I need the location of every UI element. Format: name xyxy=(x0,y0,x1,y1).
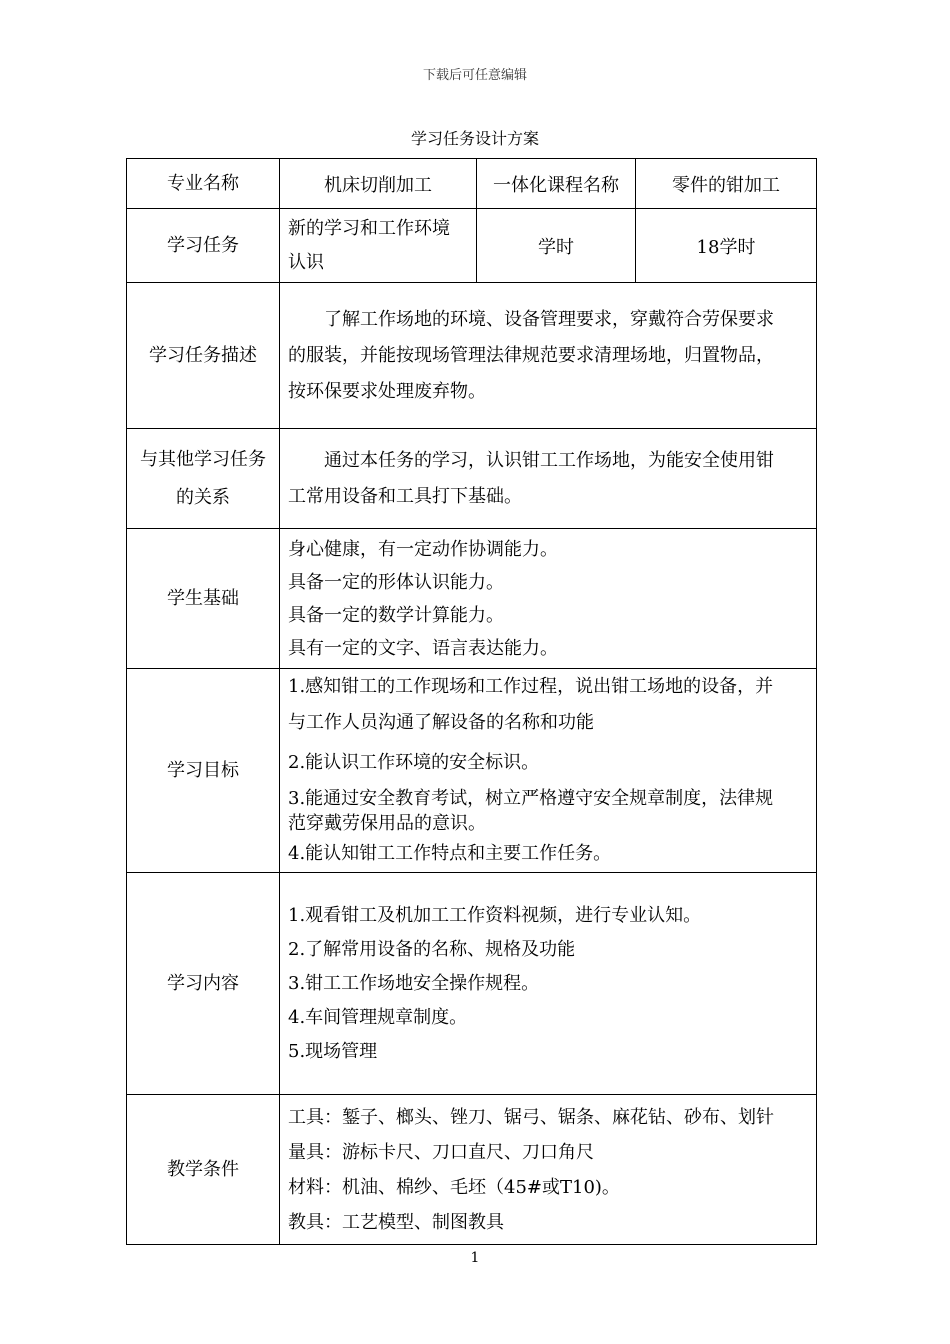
description-line: 的服装，并能按现场管理法律规范要求清理场地，归置物品， xyxy=(288,344,774,366)
objective-line: 范穿戴劳保用品的意识。 xyxy=(288,813,486,834)
label-student-basis: 学生基础 xyxy=(127,529,280,669)
label-objectives: 学习目标 xyxy=(127,669,280,873)
student-basis-line: 身心健康，有一定动作协调能力。 xyxy=(288,538,558,560)
document-title: 学习任务设计方案 xyxy=(410,129,539,148)
description-line: 按环保要求处理废弃物。 xyxy=(288,380,486,402)
row-objectives xyxy=(127,669,817,873)
label-content: 学习内容 xyxy=(127,873,280,1095)
label-relation-line-2: 的关系 xyxy=(176,486,230,508)
student-basis-line: 具备一定的形体认识能力。 xyxy=(288,571,504,593)
relation-line: 工常用设备和工具打下基础。 xyxy=(288,485,522,507)
page-number: 1 xyxy=(470,1250,480,1266)
conditions-text xyxy=(280,1095,817,1245)
task-value xyxy=(280,209,477,283)
row-conditions xyxy=(127,1095,817,1245)
student-basis-line: 具有一定的文字、语言表达能力。 xyxy=(288,637,558,659)
row-relation xyxy=(127,429,817,529)
label-conditions: 教学条件 xyxy=(127,1095,280,1245)
conditions-line: 工具：錾子、榔头、锉刀、锯弓、锯条、麻花钻、砂布、划针 xyxy=(288,1106,774,1128)
label-task: 学习任务 xyxy=(127,209,280,283)
content-line: 3.钳工工作场地安全操作规程。 xyxy=(288,972,540,994)
hours-value: 18学时 xyxy=(636,209,817,283)
objective-line: 与工作人员沟通了解设备的名称和功能 xyxy=(288,712,594,733)
content-line: 4.车间管理规章制度。 xyxy=(288,1006,468,1028)
task-line-2: 认识 xyxy=(288,251,324,273)
conditions-line: 教具：工艺模型、制图教具 xyxy=(288,1211,504,1233)
content-line: 1.观看钳工及机加工工作资料视频，进行专业认知。 xyxy=(288,904,702,926)
label-description: 学习任务描述 xyxy=(127,283,280,429)
content-line: 2.了解常用设备的名称、规格及功能 xyxy=(288,938,576,960)
task-line-1: 新的学习和工作环境 xyxy=(288,217,450,239)
objective-line: 4.能认知钳工工作特点和主要工作任务。 xyxy=(288,843,612,864)
relation-line: 通过本任务的学习，认识钳工工作场地，为能安全使用钳 xyxy=(324,449,774,471)
label-relation-line-1: 与其他学习任务 xyxy=(140,448,266,470)
content-line: 5.现场管理 xyxy=(288,1040,378,1062)
plan-table xyxy=(126,158,817,1245)
relation-text xyxy=(280,429,817,529)
major-value: 机床切削加工 xyxy=(280,159,477,209)
row-description xyxy=(127,283,817,429)
row-major xyxy=(127,159,817,209)
course-value: 零件的钳加工 xyxy=(636,159,817,209)
label-major: 专业名称 xyxy=(127,159,280,209)
content-text xyxy=(280,873,817,1095)
description-text xyxy=(280,283,817,429)
header-note: 下载后可任意编辑 xyxy=(422,68,527,83)
objective-line: 2.能认识工作环境的安全标识。 xyxy=(288,752,540,773)
description-line: 了解工作场地的环境、设备管理要求，穿戴符合劳保要求 xyxy=(324,308,774,330)
objectives-text xyxy=(280,669,817,873)
objective-line: 1.感知钳工的工作现场和工作过程，说出钳工场地的设备，并 xyxy=(288,676,774,697)
row-task xyxy=(127,209,817,283)
conditions-line: 材料：机油、棉纱、毛坯（45#或T10)。 xyxy=(288,1176,620,1198)
conditions-line: 量具：游标卡尺、刀口直尺、刀口角尺 xyxy=(288,1141,594,1163)
student-basis-text xyxy=(280,529,817,669)
student-basis-line: 具备一定的数学计算能力。 xyxy=(288,604,504,626)
row-content xyxy=(127,873,817,1095)
label-hours: 学时 xyxy=(477,209,636,283)
row-student-basis xyxy=(127,529,817,669)
objective-line: 3.能通过安全教育考试，树立严格遵守安全规章制度，法律规 xyxy=(288,788,774,809)
label-course: 一体化课程名称 xyxy=(477,159,636,209)
label-relation xyxy=(127,429,280,529)
